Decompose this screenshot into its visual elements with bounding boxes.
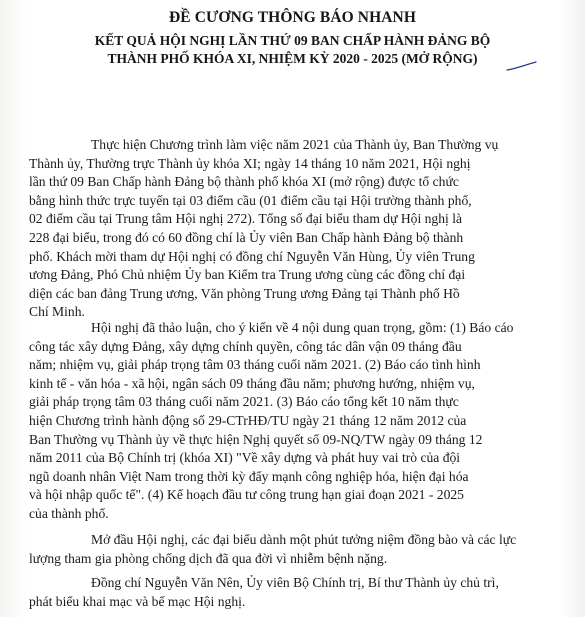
paragraph-line: bằng hình thức trực tuyến tại 03 điểm cầu (01 điểm cầu tại Hội trường thành phố, bbox=[29, 192, 472, 208]
paragraph-memorial bbox=[29, 531, 540, 568]
paragraph-line: của thành phố. bbox=[29, 505, 109, 521]
paragraph-agenda bbox=[29, 319, 540, 524]
paragraph-line: ngũ doanh nhân Việt Nam trong thời kỳ đẩy mạnh công nghiệp hóa, hiện đại hóa bbox=[29, 468, 469, 484]
paragraph-line: năm; nhiệm vụ, giải pháp trọng tâm 03 tháng cuối năm 2021. (2) Báo cáo tình hình bbox=[29, 357, 481, 373]
paragraph-line: và hội nhập quốc tế". (4) Kế hoạch đầu tư công trung hạn giai đoạn 2021 - 2025 bbox=[29, 487, 464, 503]
handwritten-pen-mark bbox=[506, 60, 538, 72]
document-title: ĐỀ CƯƠNG THÔNG BÁO NHANH bbox=[169, 9, 416, 26]
paragraph-line: ương Đảng, Phó Chủ nhiệm Ủy ban Kiểm tra Trung ương cùng các đồng chí đại bbox=[29, 267, 466, 283]
paragraph-line: giải pháp trọng tâm 03 tháng cuối năm 2021. (3) Báo cáo tổng kết 10 năm thực bbox=[29, 394, 459, 410]
paragraph-line: Đồng chí Nguyễn Văn Nên, Ủy viên Bộ Chính trị, Bí thư Thành ủy chủ trì, bbox=[91, 575, 499, 590]
paragraph-line: Hội nghị đã thảo luận, cho ý kiến về 4 nội dung quan trọng, gồm: (1) Báo cáo bbox=[91, 320, 514, 335]
paragraph-line: diện các ban đảng Trung ương, Văn phòng Trung ương Đảng tại Thành phố Hồ bbox=[29, 285, 460, 301]
paragraph-line: 228 đại biểu, trong đó có 60 đồng chí là Ủy viên Ban Chấp hành Đảng bộ thành bbox=[29, 229, 464, 245]
paragraph-line: kinh tế - văn hóa - xã hội, ngân sách 09 tháng đầu năm; phương hướng, nhiệm vụ, bbox=[29, 375, 475, 391]
paragraph-line: 02 điểm cầu tại Trung tâm Hội nghị 272). Tổng số đại biểu tham dự Hội nghị là bbox=[29, 211, 463, 227]
document-subtitle-line-1: KẾT QUẢ HỘI NGHỊ LẦN THỨ 09 BAN CHẤP HÀNH ĐẢNG BỘ bbox=[94, 33, 491, 48]
paragraph-line: hiện Chương trình hành động số 29-CTrHĐ/TU ngày 21 tháng 12 năm 2012 của bbox=[29, 412, 467, 428]
paragraph-intro bbox=[29, 136, 540, 322]
paragraph-line: Mở đầu Hội nghị, các đại biểu dành một phút tưởng niệm đồng bào và các lực bbox=[91, 532, 517, 547]
document-subtitle-line-2: THÀNH PHỐ KHÓA XI, NHIỆM KỲ 2020 - 2025 (MỞ RỘNG) bbox=[107, 51, 478, 66]
paragraph-line: phố. Khách mời tham dự Hội nghị có đồng chí Nguyễn Văn Hùng, Ủy viên Trung bbox=[29, 248, 475, 264]
paragraph-line: công tác xây dựng Đảng, xây dựng chính quyền, công tác dân vận 09 tháng đầu bbox=[29, 338, 462, 354]
paragraph-line: Chí Minh. bbox=[29, 304, 85, 320]
paragraph-line: phát biểu khai mạc và bế mạc Hội nghị. bbox=[29, 593, 246, 609]
paragraph-line: lần thứ 09 Ban Chấp hành Đảng bộ thành phố khóa XI (mở rộng) được tổ chức bbox=[29, 174, 459, 190]
paragraph-line: Thực hiện Chương trình làm việc năm 2021 của Thành ủy, Ban Thường vụ bbox=[91, 137, 499, 152]
paragraph-line: lượng tham gia phòng chống dịch đã qua đời vì nhiễm bệnh nặng. bbox=[29, 550, 388, 566]
paragraph-line: năm 2011 của Bộ Chính trị (khóa XI) "Về xây dựng và phát huy vai trò của đội bbox=[29, 450, 461, 466]
paragraph-line: Ban Thường vụ Thành ủy về thực hiện Nghị quyết số 09-NQ/TW ngày 09 tháng 12 bbox=[29, 431, 483, 447]
paragraph-line: Thành ủy, Thường trực Thành ủy khóa XI; ngày 14 tháng 10 năm 2021, Hội nghị bbox=[29, 155, 471, 171]
paragraph-chair bbox=[29, 574, 540, 611]
